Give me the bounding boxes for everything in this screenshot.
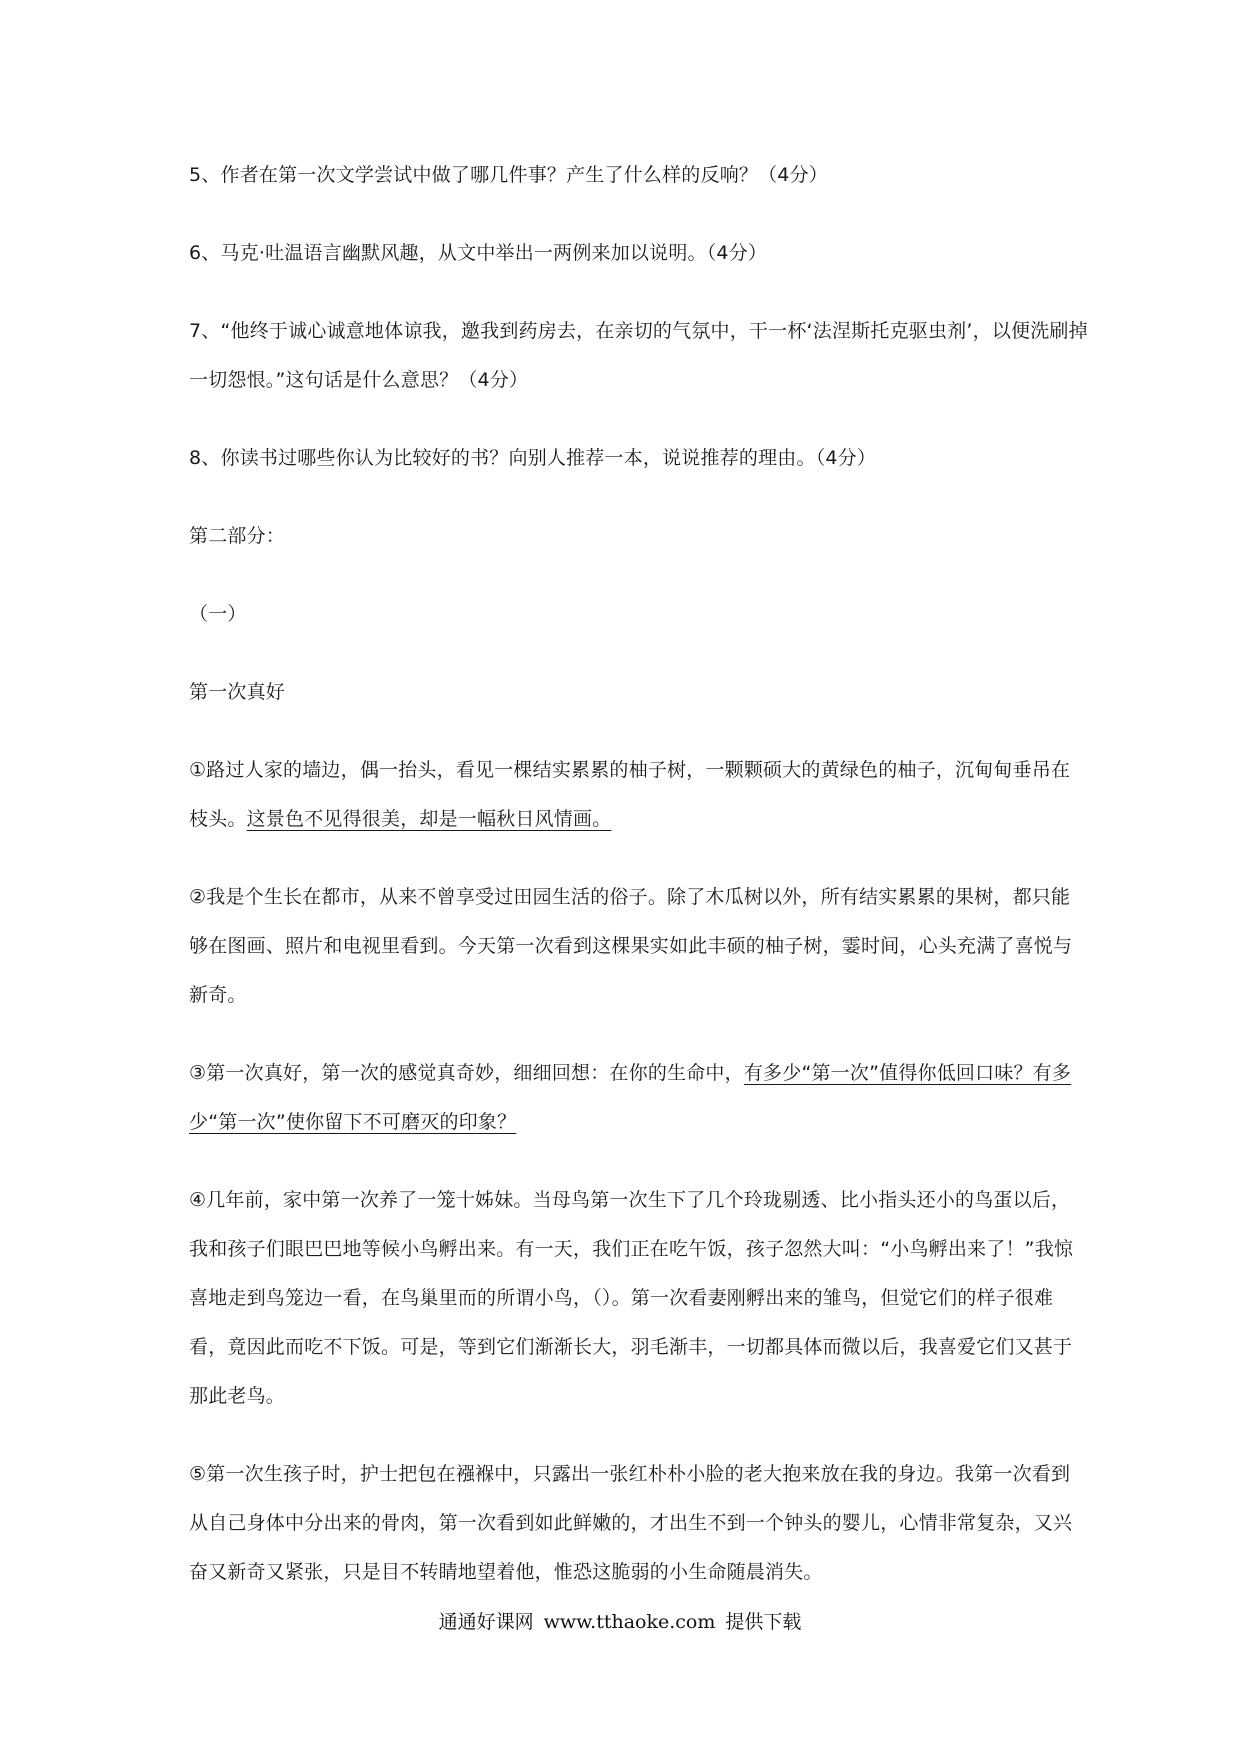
question-7-line-2: 一切怨恨。”这句话是什么意思？（4分） (189, 369, 529, 391)
paragraph-5-line-2: 从自己身体中分出来的骨肉，第一次看到如此鲜嫩的，才出生不到一个钟头的婴儿，心情非常复杂，又兴 (189, 1512, 1073, 1534)
question-6: 6、马克·吐温语言幽默风趣，从文中举出一两例来加以说明。（4分） (189, 242, 768, 264)
paragraph-3-line-2 (189, 1110, 1069, 1134)
paragraph-3-line-1 (189, 1061, 1072, 1085)
paragraph-2-line-3: 新奇。 (189, 984, 247, 1006)
paragraph-4-line-5: 那此老鸟。 (189, 1385, 286, 1407)
paragraph-1-line-2 (189, 807, 1069, 831)
underlined-sentence-2a: 有多少“第一次”值得你低回口味？有多 (743, 1062, 1072, 1084)
section-label: （一） (189, 603, 247, 625)
part-two-heading: 第二部分： (189, 525, 286, 547)
paragraph-1-text: 枝头。 (189, 808, 247, 830)
footer-url[interactable]: www.tthaoke.com (543, 1611, 716, 1633)
question-5: 5、作者在第一次文学尝试中做了哪几件事？产生了什么样的反响？（4分） (189, 164, 828, 186)
paragraph-5-line-1: ⑤第一次生孩子时，护士把包在襁褓中，只露出一张红朴朴小脸的老大抱来放在我的身边。我第一次看到 (189, 1463, 1071, 1485)
footer-suffix: 提供下载 (725, 1611, 802, 1633)
question-8: 8、你读书过哪些你认为比较好的书？向别人推荐一本，说说推荐的理由。（4分） (189, 447, 877, 469)
footer-site-name: 通通好课网 (438, 1611, 534, 1633)
paragraph-1-line-1: ①路过人家的墙边，偶一抬头，看见一棵结实累累的柚子树，一颗颗硕大的黄绿色的柚子，沉甸甸垂吊在 (189, 759, 1071, 781)
question-7-line-1: 7、“他终于诚心诚意地体谅我，邀我到药房去，在亲切的气氛中，干一杯‘法涅斯托克驱虫剂’，以便洗刷掉 (189, 320, 1088, 342)
paragraph-5-line-3: 奋又新奇又紧张，只是目不转睛地望着他，惟恐这脆弱的小生命随晨消失。 (189, 1561, 823, 1583)
paragraph-3-text: ③第一次真好，第一次的感觉真奇妙，细细回想：在你的生命中， (189, 1062, 744, 1084)
paragraph-2-line-2: 够在图画、照片和电视里看到。今天第一次看到这棵果实如此丰硕的柚子树，霎时间，心头充满了喜悦与 (189, 935, 1073, 957)
paragraph-4-line-2: 我和孩子们眼巴巴地等候小鸟孵出来。有一天，我们正在吃午饭，孩子忽然大叫：“小鸟孵出来了！”我惊 (189, 1238, 1074, 1260)
paragraph-2-line-1: ②我是个生长在都市，从来不曾享受过田园生活的俗子。除了木瓜树以外，所有结实累累的果树，都只能 (189, 886, 1071, 908)
article-title: 第一次真好 (189, 681, 286, 703)
underlined-sentence-1: 这景色不见得很美，却是一幅秋日风情画。 (246, 808, 612, 830)
paragraph-4-line-4: 看，竟因此而吃不下饭。可是，等到它们渐渐长大，羽毛渐丰，一切都具体而微以后，我喜爱它们又甚于 (189, 1336, 1073, 1358)
paragraph-4-line-3: 喜地走到鸟笼边一看，在鸟巢里而的所谓小鸟，（）。第一次看妻刚孵出来的雏鸟，但觉它们的样子很难 (189, 1287, 1054, 1309)
underlined-sentence-2b: 少“第一次”使你留下不可磨灭的印象？ (189, 1111, 517, 1133)
paragraph-4-line-1: ④几年前，家中第一次养了一笼十姊妹。当母鸟第一次生下了几个玲珑剔透、比小指头还小的鸟蛋以后， (189, 1189, 1071, 1211)
page-footer (0, 1610, 1240, 1634)
